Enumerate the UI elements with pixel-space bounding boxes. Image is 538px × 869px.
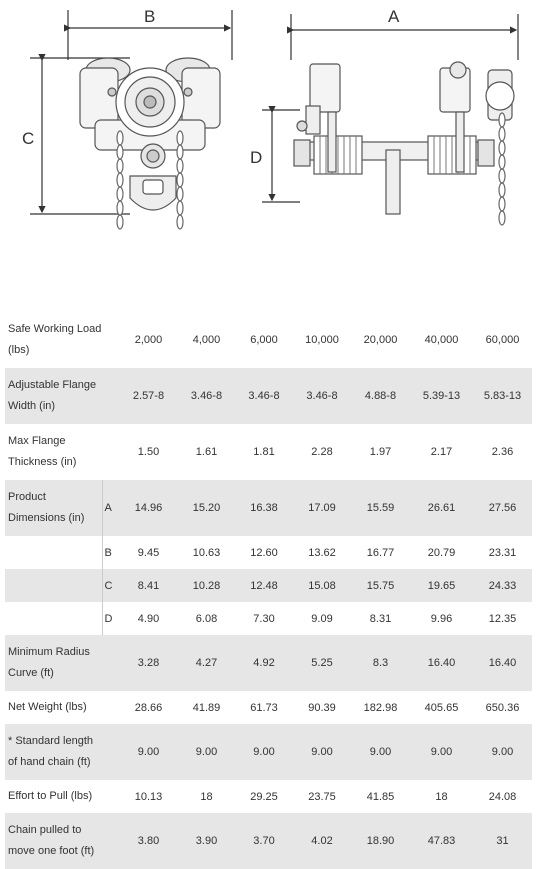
table-cell: 5.83-13: [473, 368, 532, 424]
table-cell: 28.66: [134, 701, 163, 714]
row-label: [5, 536, 102, 569]
table-cell: 650.36: [485, 701, 520, 714]
table-cell: 1.97: [369, 446, 392, 458]
table-cell: 10.63: [192, 546, 221, 559]
table-cell: 1.50: [137, 446, 160, 458]
table-cell: 12.48: [235, 569, 293, 602]
table-cell: 9.00: [119, 724, 178, 780]
table-cell: 405.65: [424, 701, 459, 714]
table-cell: 14.96: [119, 480, 178, 536]
table-cell: 18: [435, 790, 448, 803]
table-cell: 90.39: [308, 701, 336, 714]
row-sublabel: [102, 312, 119, 368]
table-cell: 16.38: [235, 480, 293, 536]
table-cell: 20.79: [427, 546, 456, 559]
table-cell: 10,000: [305, 334, 339, 346]
table-row: [5, 602, 532, 635]
trolley-diagram: [0, 0, 538, 300]
table-cell: 9.96: [430, 612, 453, 625]
table-row: [5, 691, 532, 724]
table-row: [5, 424, 532, 480]
table-cell: 18.90: [351, 813, 410, 869]
table-cell: 3.46-8: [235, 368, 293, 424]
table-cell: 2.28: [311, 446, 333, 458]
table-row: [5, 724, 532, 780]
table-cell: 6.08: [195, 612, 218, 625]
table-cell: 47.83: [410, 813, 473, 869]
table-cell: 19.65: [410, 569, 473, 602]
table-cell: 9.45: [137, 546, 160, 559]
table-cell: 41.89: [192, 701, 221, 714]
table-cell: 18: [200, 790, 213, 803]
table-cell: 41.85: [366, 790, 395, 803]
row-sublabel: A: [102, 480, 119, 536]
table-row: [5, 368, 532, 424]
row-sublabel: D: [102, 602, 119, 635]
table-cell: 4.90: [137, 612, 160, 625]
row-label: * Standard length of hand chain (ft): [5, 724, 102, 780]
front-view: [30, 10, 232, 229]
table-cell: 9.00: [410, 724, 473, 780]
table-cell: 3.28: [119, 635, 178, 691]
table-cell: 4.27: [178, 635, 235, 691]
table-cell: 182.98: [363, 701, 398, 714]
table-cell: 8.31: [369, 612, 392, 625]
row-label: Net Weight (lbs): [8, 701, 87, 713]
table-cell: 8.41: [119, 569, 178, 602]
dim-b-label: B: [144, 7, 156, 26]
table-cell: 3.90: [178, 813, 235, 869]
table-row: [5, 780, 532, 813]
row-label: Safe Working Load (lbs): [8, 323, 102, 356]
table-cell: 3.70: [235, 813, 293, 869]
table-cell: 31: [473, 813, 532, 869]
row-sublabel: [102, 368, 119, 424]
table-row: [5, 569, 532, 602]
table-cell: 23.31: [488, 546, 517, 559]
table-cell: 17.09: [293, 480, 351, 536]
table-cell: 10.13: [134, 790, 163, 803]
row-sublabel: B: [102, 536, 119, 569]
table-cell: 15.59: [351, 480, 410, 536]
table-cell: 4.92: [235, 635, 293, 691]
dim-d-label: D: [250, 148, 263, 167]
table-cell: 1.61: [195, 446, 218, 458]
row-label: Effort to Pull (lbs): [8, 790, 93, 802]
row-sublabel: C: [102, 569, 119, 602]
row-sublabel: [102, 424, 119, 480]
specifications-table: [5, 312, 532, 869]
table-cell: 2.17: [430, 446, 453, 458]
row-sublabel: [102, 813, 119, 869]
table-cell: 5.39-13: [410, 368, 473, 424]
table-cell: 9.00: [351, 724, 410, 780]
table-cell: 9.09: [311, 612, 333, 625]
table-cell: 4.88-8: [351, 368, 410, 424]
table-cell: 24.33: [473, 569, 532, 602]
row-label: Max Flange Thickness (in): [8, 435, 77, 468]
row-label: Product Dimensions (in): [5, 480, 102, 536]
dim-a-label: A: [388, 7, 400, 26]
table-cell: 5.25: [293, 635, 351, 691]
table-cell: 10.28: [178, 569, 235, 602]
table-cell: 9.00: [235, 724, 293, 780]
table-row: [5, 312, 532, 368]
table-cell: 26.61: [410, 480, 473, 536]
row-sublabel: [102, 724, 119, 780]
table-row: [5, 635, 532, 691]
row-label: Minimum Radius Curve (ft): [5, 635, 102, 691]
table-cell: 60,000: [485, 334, 520, 346]
table-cell: 23.75: [308, 790, 336, 803]
table-cell: 9.00: [293, 724, 351, 780]
row-sublabel: [102, 780, 119, 813]
table-cell: 4.02: [293, 813, 351, 869]
table-cell: 8.3: [351, 635, 410, 691]
table-cell: 61.73: [250, 701, 278, 714]
table-cell: 12.60: [250, 546, 278, 559]
row-label: [5, 569, 102, 602]
table-cell: 15.20: [178, 480, 235, 536]
side-view: [262, 14, 518, 225]
table-cell: 3.46-8: [293, 368, 351, 424]
table-cell: 15.75: [351, 569, 410, 602]
row-label: Chain pulled to move one foot (ft): [5, 813, 102, 869]
table-cell: 2,000: [134, 334, 163, 346]
table-cell: 2.36: [491, 446, 514, 458]
row-label: [5, 602, 102, 635]
row-sublabel: [102, 635, 119, 691]
table-row: [5, 813, 532, 869]
table-cell: 24.08: [488, 790, 517, 803]
table-cell: 16.40: [473, 635, 532, 691]
table-cell: 16.40: [410, 635, 473, 691]
table-cell: 4,000: [192, 334, 221, 346]
table-cell: 3.46-8: [178, 368, 235, 424]
dim-c-label: C: [22, 129, 35, 148]
table-cell: 16.77: [366, 546, 395, 559]
table-cell: 13.62: [308, 546, 336, 559]
table-cell: 20,000: [363, 334, 398, 346]
table-cell: 29.25: [250, 790, 278, 803]
table-cell: 6,000: [250, 334, 278, 346]
table-row: [5, 480, 532, 536]
table-cell: 7.30: [253, 612, 275, 625]
table-cell: 2.57-8: [119, 368, 178, 424]
row-label: Adjustable Flange Width (in): [5, 368, 102, 424]
table-cell: 9.00: [473, 724, 532, 780]
table-cell: 15.08: [293, 569, 351, 602]
table-row: [5, 536, 532, 569]
table-cell: 9.00: [178, 724, 235, 780]
table-cell: 1.81: [253, 446, 275, 458]
table-cell: 27.56: [473, 480, 532, 536]
table-cell: 40,000: [424, 334, 459, 346]
table-cell: 3.80: [119, 813, 178, 869]
table-cell: 12.35: [488, 612, 517, 625]
row-sublabel: [102, 691, 119, 724]
